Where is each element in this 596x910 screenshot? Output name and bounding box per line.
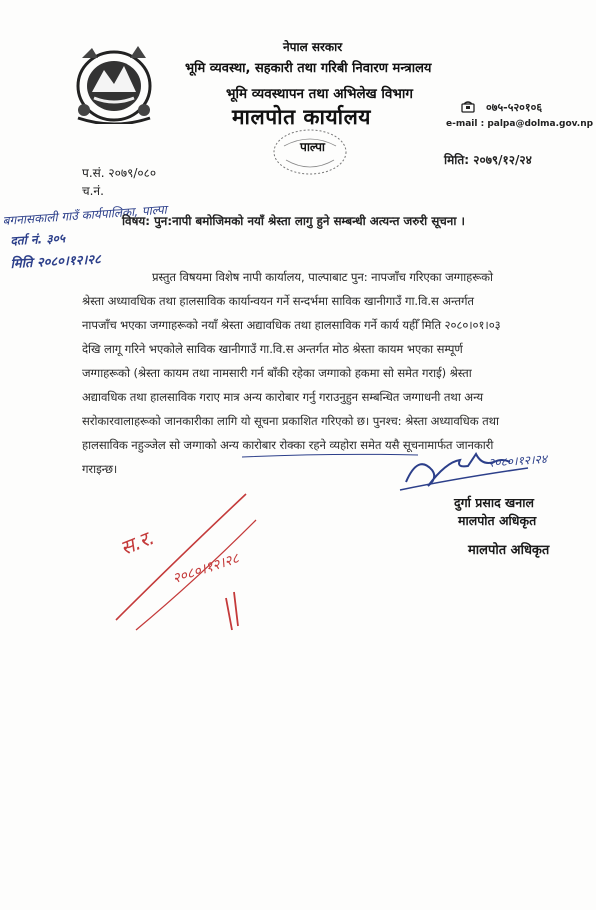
body-line-9: गराइन्छ। [82, 462, 118, 476]
letter-date: मिति: २०७९/१२/२४ [444, 153, 532, 167]
receipt-stamp-line-1: बगनासकाली गाउँ कार्यपालिका, पाल्पा [2, 202, 168, 228]
body-line-8: हालसाविक नहुञ्जेल सो जग्गाको अन्य कारोबार रोक्का रहने व्यहोरा समेत यसै सूचनामार्फत जानकारी [82, 438, 494, 452]
email-address: e-mail : palpa@dolma.gov.np [446, 119, 594, 129]
body-line-1: प्रस्तुत विषयमा विशेष नापी कार्यालय, पाल्पाबाट पुन: नापजाँच गरिएका जग्गाहरूको [152, 270, 493, 284]
body-line-6: अद्यावधिक तथा हालसाविक गराए मात्र अन्य कारोबार गर्नु गराउनुहुन सम्बन्धित जग्गाधनी तथा अन्य [82, 390, 484, 404]
ministry-name: भूमि व्यवस्था, सहकारी तथा गरिबी निवारण मन्त्रालय [185, 61, 432, 76]
body-line-5: जग्गाहरूको (श्रेस्ता कायम तथा नामसारी गर्न बाँकी रहेका जग्गाको हकमा सो समेत गराई) श्रेस्ता [82, 366, 472, 380]
receipt-stamp-line-2: दर्ता नं. ३०५ [10, 231, 66, 248]
body-line-2: श्रेस्ता अध्यावधिक तथा हालसाविक कार्यान्वयन गर्ने सन्दर्भमा साविक खानीगाउँ गा.वि.स अन्तर्गत [82, 294, 474, 308]
subject-line: विषय: पुन:नापी बमोजिमको नयाँ श्रेस्ता लागु हुने सम्बन्धी अत्यन्त जरुरी सूचना । [122, 214, 465, 228]
office-seal-stamp [268, 128, 352, 180]
dispatch-number: च.नं. [82, 184, 104, 198]
red-ink-strokes [96, 480, 276, 640]
ink-underline [240, 451, 420, 461]
phone-icon [461, 101, 475, 113]
signatory-name: दुर्गा प्रसाद खनाल [454, 495, 534, 510]
body-line-3: नापजाँच भएका जग्गाहरूको नयाँ श्रेस्ता अद्यावधिक तथा हालसाविक गर्ने कार्य यहीँ मिति २०८०।०१।०३ [82, 318, 501, 332]
body-line-4: देखि लागू गरिने भएकोले साविक खानीगाउँ गा.वि.स अन्तर्गत मोठ श्रेस्ता कायम भएका सम्पूर्ण [82, 342, 463, 356]
signature-date: २०८०।१२।२४ [487, 451, 548, 471]
letter-number: प.सं. २०७९/०८० [82, 166, 157, 180]
office-location: पाल्पा [300, 140, 325, 154]
nepal-emblem-logo [64, 40, 164, 124]
phone-number: ०७५-५२०१०६ [486, 101, 543, 114]
office-name: मालपोत कार्यालय [232, 105, 371, 129]
receipt-stamp-line-3: मिति २०८०।१२।२८ [10, 252, 102, 272]
red-note-line-1: स.र. [116, 524, 158, 561]
government-name: नेपाल सरकार [283, 40, 343, 54]
department-name: भूमि व्यवस्थापन तथा अभिलेख विभाग [226, 86, 413, 102]
footer-title: मालपोत अधिकृत [468, 543, 550, 558]
body-line-7: सरोकारवालाहरूको जानकारीका लागि यो सूचना प्रकाशित गरिएको छ। पुनश्च: श्रेस्ता अध्यावधिक तथा [82, 414, 499, 428]
red-note-line-2: २०८०।१२।२८ [170, 550, 242, 588]
signatory-title: मालपोत अधिकृत [458, 513, 537, 528]
